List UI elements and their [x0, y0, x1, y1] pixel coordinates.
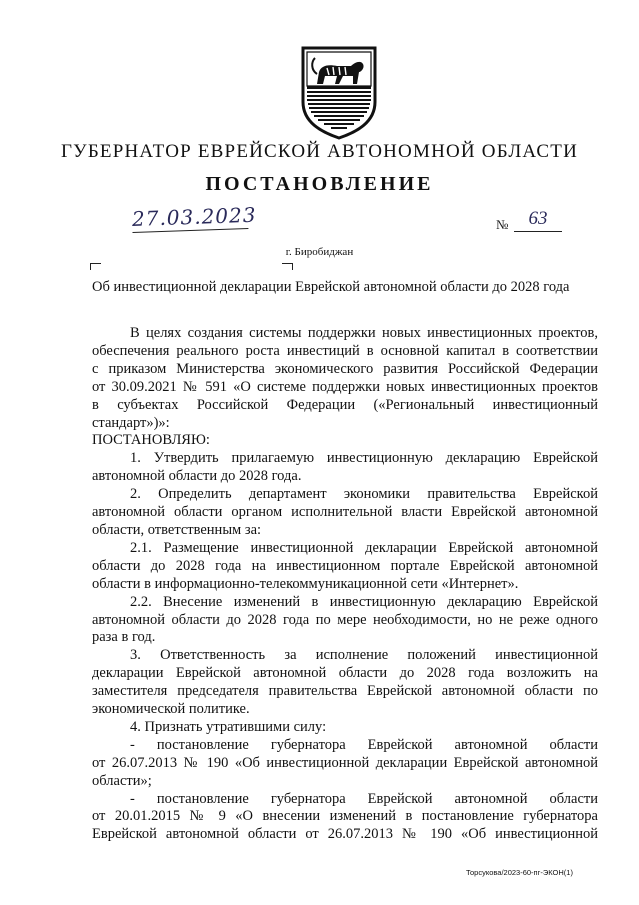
body-line: области, ответственным за:	[92, 521, 262, 538]
body-line: автономной области органом исполнительной власти Еврейской автономной	[92, 504, 598, 521]
body-line: области»;	[92, 772, 152, 789]
body-line: области в информационно-телекоммуникационной сети «Интернет».	[92, 575, 519, 592]
body-line: от 30.09.2021 № 591 «О системе поддержки новых инвестиционных проектов	[92, 378, 598, 395]
coat-of-arms-tiger-icon	[299, 44, 379, 140]
body-line: В целях создания системы поддержки новых инвестиционных проектов,	[130, 325, 598, 341]
document-code: Торсукова/2023-60-пг-ЭКОН(1)	[466, 868, 573, 877]
body-line: обеспечения реального роста инвестиций в основной капитал в соответствии	[92, 342, 598, 359]
body-line: - постановление губернатора Еврейской автономной области	[130, 736, 598, 753]
number-label: №	[496, 217, 509, 232]
body-line: 2.2. Внесение изменений в инвестиционную декларацию Еврейской	[130, 593, 598, 610]
body-line: раза в год.	[92, 629, 156, 646]
body-line: области до 2028 года на инвестиционном портале Еврейской автономной	[92, 557, 598, 574]
body-line: от 20.01.2015 № 9 «О внесении изменений в постановление губернатора	[92, 808, 598, 825]
body-line: декларации Еврейской автономной области до 2028 года возложить на	[92, 665, 598, 682]
body-line: 2. Определить департамент экономики правительства Еврейской	[130, 486, 598, 503]
decree-subject: Об инвестиционной декларации Еврейской автономной области до 2028 года	[92, 279, 570, 295]
body-line: автономной области до 2028 года по мере необходимости, но не реже одного	[92, 611, 598, 628]
body-line: автономной области до 2028 года.	[92, 468, 302, 485]
decree-number: 63	[514, 206, 562, 232]
body-line: 2.1. Размещение инвестиционной декларации Еврейской автономной	[130, 539, 598, 556]
decree-body	[92, 325, 598, 844]
body-line: с приказом Министерства экономического развития Российской Федерации	[92, 360, 598, 377]
body-line: от 26.07.2013 № 190 «Об инвестиционной декларации Еврейской автономной	[92, 754, 598, 771]
body-line: Еврейской автономной области от 26.07.2013 № 190 «Об инвестиционной	[92, 826, 598, 843]
body-line: 1. Утвердить прилагаемую инвестиционную декларацию Еврейской	[130, 450, 598, 467]
issuer-title: ГУБЕРНАТОР ЕВРЕЙСКОЙ АВТОНОМНОЙ ОБЛАСТИ	[60, 141, 578, 162]
subject-corner-left	[90, 263, 101, 270]
subject-corner-right	[282, 263, 293, 270]
body-line: экономической политике.	[92, 701, 250, 718]
body-line: стандарт»)»:	[92, 414, 170, 431]
body-line: в субъектах Российской Федерации («Региональный инвестиционный	[92, 396, 598, 413]
body-line: заместителя председателя правительства Еврейской автономной области по	[92, 683, 598, 700]
body-line: 3. Ответственность за исполнение положений инвестиционной	[130, 647, 598, 664]
document-type: ПОСТАНОВЛЕНИЕ	[205, 173, 434, 195]
body-line: ПОСТАНОВЛЯЮ:	[92, 432, 210, 449]
city-of-issue: г. Биробиджан	[285, 246, 354, 258]
body-line: 4. Признать утратившими силу:	[130, 718, 327, 735]
body-line: - постановление губернатора Еврейской автономной области	[130, 790, 598, 807]
decree-date: 27.03.2023	[131, 202, 257, 232]
